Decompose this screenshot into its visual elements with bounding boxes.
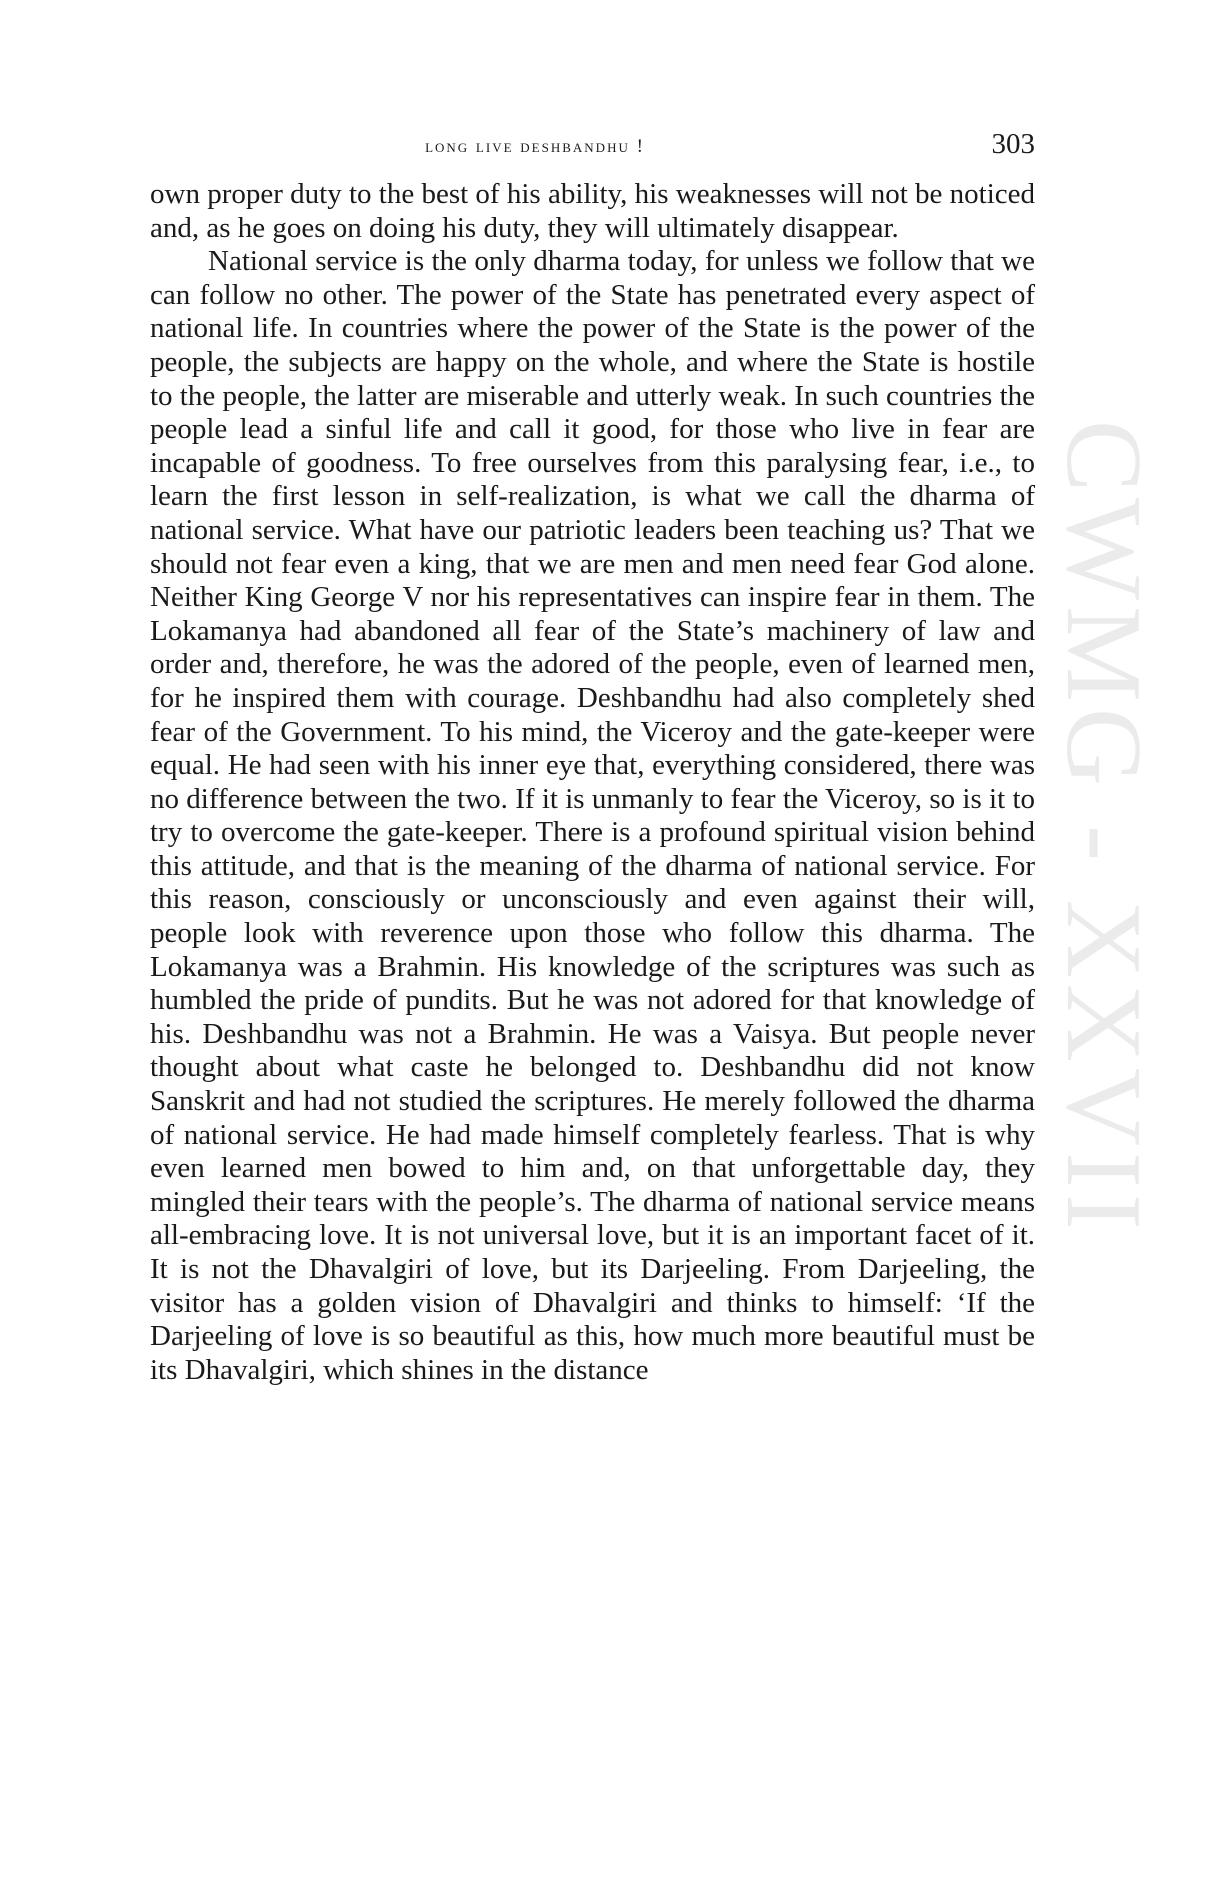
body-text [150, 178, 1035, 1387]
running-title: long live deshbandhu ! [425, 136, 645, 157]
running-head [150, 128, 1035, 168]
watermark: CWMG - XXVII [1044, 420, 1163, 1236]
paragraph: own proper duty to the best of his ability, his weaknesses will not be noticed and, as he goes on doing his duty, they will ultimately disappear. [150, 178, 1035, 244]
page-number: 303 [991, 128, 1035, 160]
paragraph: National service is the only dharma today, for unless we follow that we can follow no other. The power of the State has penetrated every aspect of national life. In countries where the power of the State is the power of the people, the subjects are happy on the whole, and where the State is hostile to the people, the latter are miserable and utterly weak. In such countries the people lead a sinful life and call it good, for those who live in fear are incapable of goodness. To free ourselves from this paralysing fear, i.e., to learn the first lesson in self-realization, is what we call the dharma of national service. What have our patriotic leaders been teaching us? That we should not fear even a king, that we are men and men need fear God alone. Neither King George V nor his representatives can inspire fear in them. The Lokamanya had abandoned all fear of the State’s machinery of law and order and, therefore, he was the adored of the people, even of learned men, for he inspired them with courage. Deshbandhu had also completely shed fear of the Government. To his mind, the Viceroy and the gate-keeper were equal. He had seen with his inner eye that, everything considered, there was no difference between the two. If it is unmanly to fear the Viceroy, so is it to try to overcome the gate-keeper. There is a profound spiritual vision behind this attitude, and that is the meaning of the dharma of national service. For this reason, consciously or unconsciously and even against their will, people look with reverence upon those who follow this dharma. The Lokamanya was a Brahmin. His knowledge of the scriptures was such as humbled the pride of pundits. But he was not adored for that knowledge of his. Deshbandhu was not a Brahmin. He was a Vaisya. But people never thought about what caste he belonged to. Deshbandhu did not know Sanskrit and had not studied the scriptures. He merely followed the dharma of national service. He had made himself completely fearless. That is why even learned men bowed to him and, on that unforgettable day, they mingled their tears with the people’s. The dharma of national service means all-embracing love. It is not universal love, but it is an important facet of it. It is not the Dhavalgiri of love, but its Darjeeling. From Darjeeling, the visitor has a golden vision of Dhavalgiri and thinks to himself: ‘If the Darjeeling of love is so beautiful as this, how much more beautiful must be its Dhavalgiri, which shines in the distance [150, 245, 1035, 1386]
